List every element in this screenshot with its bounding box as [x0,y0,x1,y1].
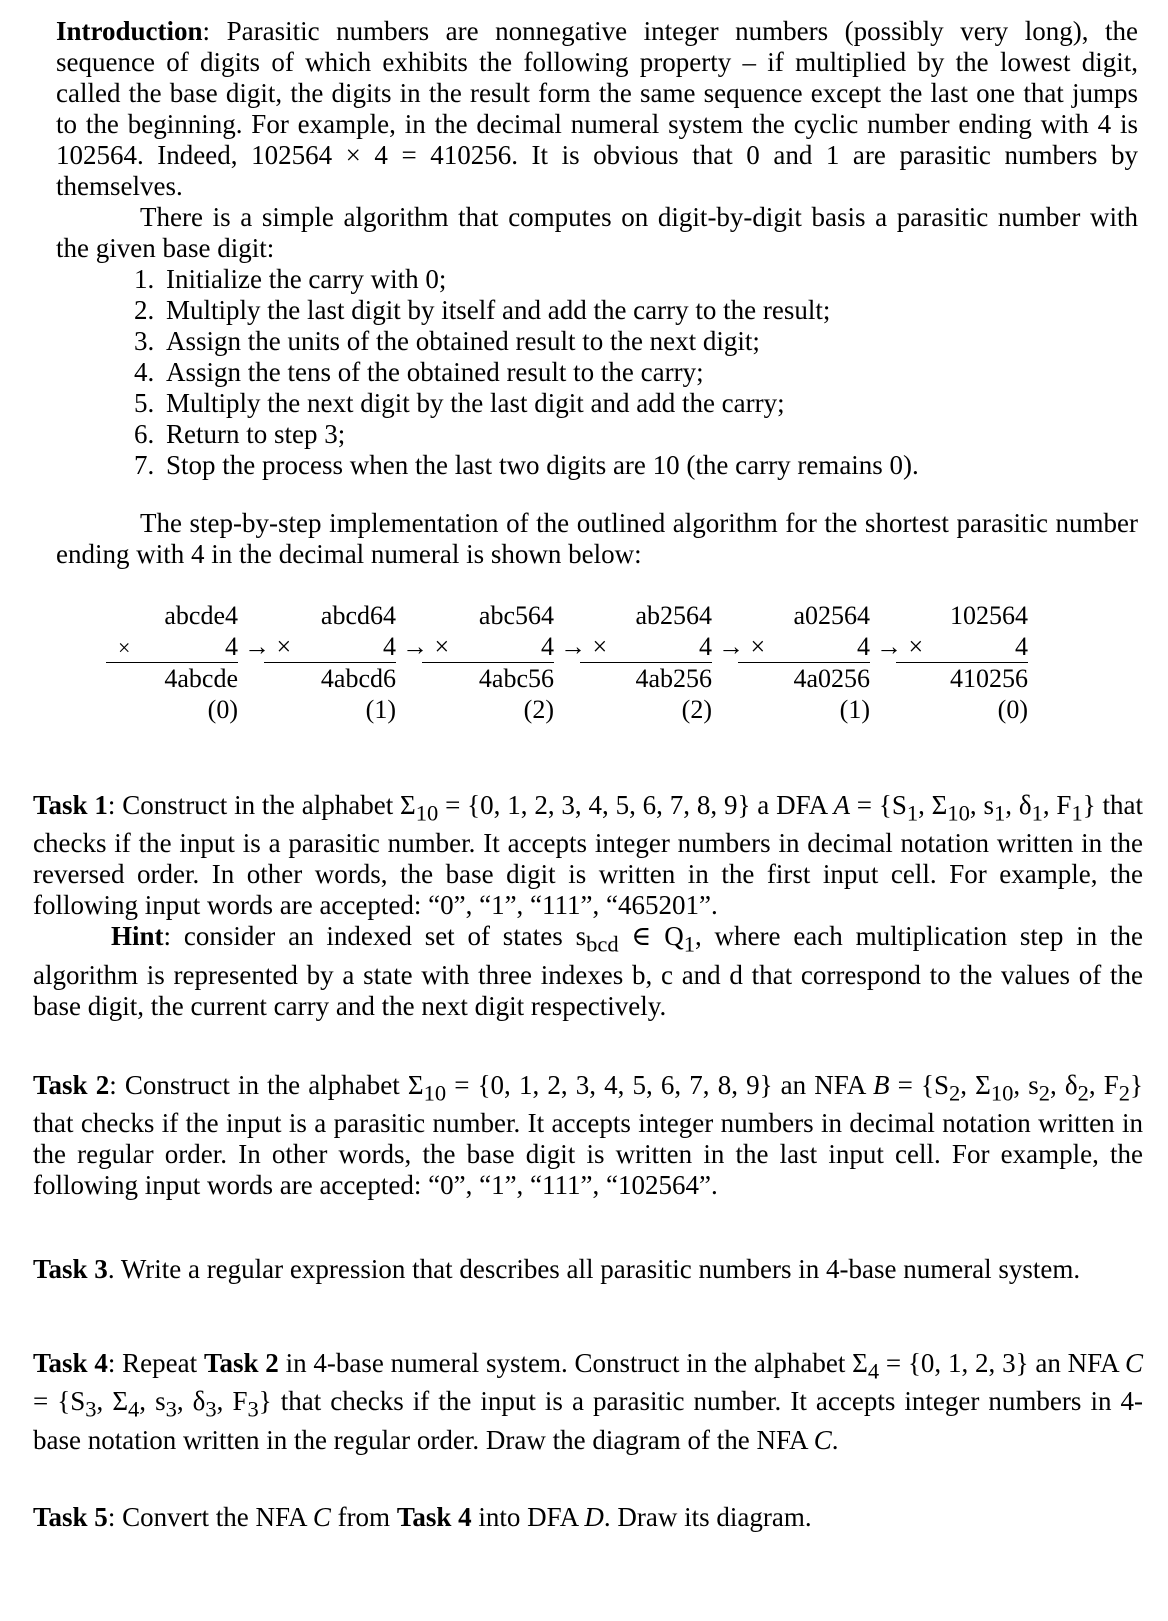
intro-text: : Parasitic numbers are nonnegative integer numbers (possibly very long), the sequence of digits of which exhibits the following property – if multiplied by the lowest digit, called the base digit, the digits in the result form the same sequence except the last one that jumps to the beginning. For example, in the decimal numeral system the cyclic number ending with 4 is 102564. Indeed, 102564 × 4 = 410256. It is obvious that 0 and 1 are parasitic numbers by themselves. [56,16,1138,201]
subscript: 1 [1071,800,1083,826]
algorithm-step [136,388,1138,419]
subscript: 2 [948,1080,961,1106]
task-text: , Σ [960,1070,991,1100]
task-2 [33,1070,1143,1201]
arrow-times: → × [402,632,450,661]
task-label: Task 2 [33,1070,110,1100]
subscript: 3 [205,1396,217,1422]
task-label: Task 4 [33,1348,108,1378]
subscript: 1 [906,800,919,826]
step-text: Multiply the last digit by itself and add the carry to the result; [166,295,831,325]
multiplicand: ab2564 [635,601,712,630]
task-text: , δ [1005,790,1032,820]
task-text: , F [1042,790,1072,820]
task-text: , F [216,1386,248,1417]
task-text: , s [1013,1070,1039,1100]
task-text: = {0, 1, 2, 3, 4, 5, 6, 7, 8, 9} an NFA [446,1070,873,1100]
task-label: Task 5 [33,1502,108,1532]
arrow-times: → × [244,632,292,661]
hint-text: , where each multiplication step in the algorithm is represented by a state with three indexes b, c and d that correspond to the values of the base digit, the current carry and the next digit respectively. [33,921,1143,1021]
step-number: 1. [134,264,155,294]
task-text: , Σ [918,790,948,820]
times-sign: × [118,635,131,660]
automaton-name: A [833,790,850,820]
task-text: , Σ [96,1386,129,1417]
task-text: , s [139,1386,166,1417]
task-1-text [33,790,1143,921]
carry: (0) [997,695,1028,724]
subscript: 3 [247,1396,259,1422]
task-5-text [33,1502,1143,1533]
multiplier: 4 [264,631,396,663]
task-text: = {S [849,790,907,820]
carry: (0) [207,695,238,724]
algorithm-step [136,295,1138,326]
task-reference: Task 2 [203,1348,279,1378]
subscript: 3 [85,1396,97,1422]
automaton-name: B [872,1070,890,1100]
carry: (2) [681,695,712,724]
multiplicand: a02564 [793,601,870,630]
task-1-hint [33,921,1143,1021]
task-3 [33,1254,1143,1285]
multiplication-column [434,600,608,725]
task-label: Task 1 [33,790,108,820]
task-text: } that checks if the input is a parasitic number. It accepts integer numbers in 4-base notation written in the regular order. Draw the diagram of the NFA [33,1386,1143,1455]
multiplicand: abcd64 [320,601,396,630]
task-text: = {0, 1, 2, 3} an NFA [879,1348,1125,1378]
subscript: 2 [1077,1080,1089,1106]
product: 4abc56 [478,664,554,693]
step-text: Assign the units of the obtained result to the next digit; [166,326,760,356]
automaton-name: C [1124,1348,1143,1378]
algorithm-steps [56,264,1138,481]
task-text: : Construct in the alphabet Σ [107,790,416,820]
multiplicand: abc564 [478,601,554,630]
task-text: , F [1088,1070,1119,1100]
multiplier: 4 [738,631,870,663]
subscript: 4 [128,1396,140,1422]
task-4 [33,1348,1143,1456]
task-text: } that checks if the input is a parasitic number. It accepts integer numbers in decimal notation written in the reversed order. In other words, the base digit is written in the first input cell. For example, the following input words are accepted: “0”, “1”, “111”, “465201”. [33,790,1143,921]
step-number: 4. [134,357,155,387]
step-number: 3. [134,326,155,356]
multiplication-column [592,600,766,725]
automaton-name: C [312,1502,331,1532]
step-text: Initialize the carry with 0; [166,264,447,294]
algorithm-intro: There is a simple algorithm that computes on digit-by-digit basis a parasitic number with the given base digit: [56,202,1138,263]
carry: (2) [523,695,554,724]
task-text: = {S [889,1070,949,1100]
product: 4abcd6 [320,664,396,693]
task-4-text [33,1348,1143,1456]
task-text: : Construct in the alphabet Σ [109,1070,424,1100]
multiplier: 4 [580,631,712,663]
step-number: 2. [134,295,155,325]
task-text: = {S [33,1386,86,1417]
task-reference: Task 4 [396,1502,472,1532]
step-text: Multiply the next digit by the last digit and add the carry; [166,388,785,418]
intro-paragraph [56,16,1138,202]
arrow-times: → × [876,632,924,661]
step-text: Stop the process when the last two digits are 10 (the carry remains 0). [166,450,919,480]
multiplicand: abcde4 [164,601,238,630]
subscript: 3 [165,1396,177,1422]
carry: (1) [365,695,396,724]
multiplier: 4 [106,631,238,663]
task-text: : Repeat [107,1348,204,1378]
product: 4abcde [164,664,238,693]
task-text: . [831,1424,839,1455]
algorithm-step [136,264,1138,295]
subscript: 10 [423,1080,447,1106]
multiplication-column [118,600,292,725]
step-number: 5. [134,388,155,418]
task-text: : Convert the NFA [107,1502,313,1532]
product: 4a0256 [793,664,870,693]
step-by-step-intro: The step-by-step implementation of the outlined algorithm for the shortest parasitic number ending with 4 in the decimal numeral is shown below: [56,508,1138,569]
multiplicand: 102564 [950,601,1028,630]
task-text: , s [969,790,995,820]
product: 4ab256 [635,664,712,693]
multiplication-column [908,600,1028,725]
subscript: 2 [1118,1080,1131,1106]
subscript: 1 [994,800,1006,826]
task-text: . Draw its diagram. [603,1502,812,1532]
hint-label: Hint [111,921,164,952]
subscript: bcd [586,931,619,957]
step-text: Assign the tens of the obtained result to the carry; [166,357,704,387]
carry: (1) [839,695,870,724]
algorithm-step [136,357,1138,388]
subscript: 1 [1031,800,1043,826]
automaton-name: C [813,1424,832,1455]
task-2-text [33,1070,1143,1201]
task-text: in 4-base numeral system. Construct in the alphabet Σ [278,1348,868,1378]
task-3-text [33,1254,1143,1285]
intro-label: Introduction [56,16,203,46]
task-text: , δ [176,1386,206,1417]
task-text: , δ [1050,1070,1078,1100]
step-number: 6. [134,419,155,449]
hint-text: ∈ Q [618,921,684,952]
task-5 [33,1502,1143,1533]
subscript: 10 [947,800,970,826]
step-text: Return to step 3; [166,419,346,449]
multiplication-column [276,600,450,725]
task-text: from [330,1502,397,1532]
multiplier: 4 [422,631,554,663]
subscript: 4 [867,1358,880,1384]
task-text: = {0, 1, 2, 3, 4, 5, 6, 7, 8, 9} a DFA [438,790,834,820]
task-text: into DFA [471,1502,585,1532]
arrow-times: → × [718,632,766,661]
multiplication-column [750,600,924,725]
arrow-times: → × [560,632,608,661]
algorithm-step [136,419,1138,450]
hint-text: : consider an indexed set of states s [163,921,587,952]
step-number: 7. [134,450,155,480]
subscript: 10 [990,1080,1014,1106]
product: 410256 [950,664,1028,693]
subscript: 1 [683,931,695,957]
algorithm-step [136,450,1138,481]
introduction-section [56,16,1138,481]
algorithm-step [136,326,1138,357]
subscript: 2 [1038,1080,1050,1106]
subscript: 10 [415,800,439,826]
multiplier: 4 [896,631,1028,663]
task-text: } that checks if the input is a parasitic number. It accepts integer numbers in decimal notation written in the regular order. In other words, the base digit is written in the last input cell. For example, the following input words are accepted: “0”, “1”, “111”, “102564”. [33,1070,1144,1201]
task-1 [33,790,1143,1022]
automaton-name: D [584,1502,604,1532]
task-label: Task 3 [33,1254,108,1284]
task-text: . Write a regular expression that describes all parasitic numbers in 4-base numeral system. [107,1254,1081,1284]
